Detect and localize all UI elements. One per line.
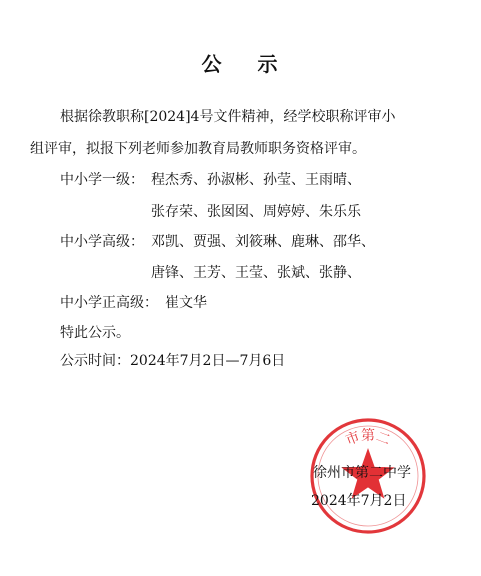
level2-names-line-1: 邓凯、贾强、刘筱琳、鹿琳、邵华、 (151, 234, 375, 250)
signature-org: 徐州市第二中学 (313, 465, 411, 481)
level2-label: 中小学高级： (60, 234, 144, 250)
level3-names: 崔文华 (165, 295, 207, 311)
level1-label: 中小学一级： (60, 172, 144, 188)
notice-title (0, 48, 481, 77)
level3-label: 中小学正高级： (60, 295, 158, 311)
intro-line-1: 根据徐教职称[2024]4号文件精神，经学校职称评审小 (60, 109, 396, 125)
level1-names-line-1: 程杰秀、孙淑彬、孙莹、王雨晴、 (151, 172, 361, 188)
level1-names-line-2: 张存荣、张囡囡、周婷婷、朱乐乐 (151, 204, 361, 220)
svg-text:市第二 (343, 428, 392, 449)
publicity-period: 公示时间：2024年7月2日—7月6日 (60, 353, 286, 369)
intro-line-2: 组评审，拟报下列老师参加教育局教师职务资格评审。 (30, 141, 366, 157)
signature-date: 2024年7月2日 (311, 493, 407, 509)
closing-text: 特此公示。 (60, 325, 130, 341)
seal-text: 市第二 (343, 429, 393, 449)
title-char-1: 公 (201, 52, 224, 76)
title-char-2: 示 (257, 52, 280, 76)
level2-names-line-2: 唐锋、王芳、王莹、张斌、张静、 (151, 265, 361, 281)
